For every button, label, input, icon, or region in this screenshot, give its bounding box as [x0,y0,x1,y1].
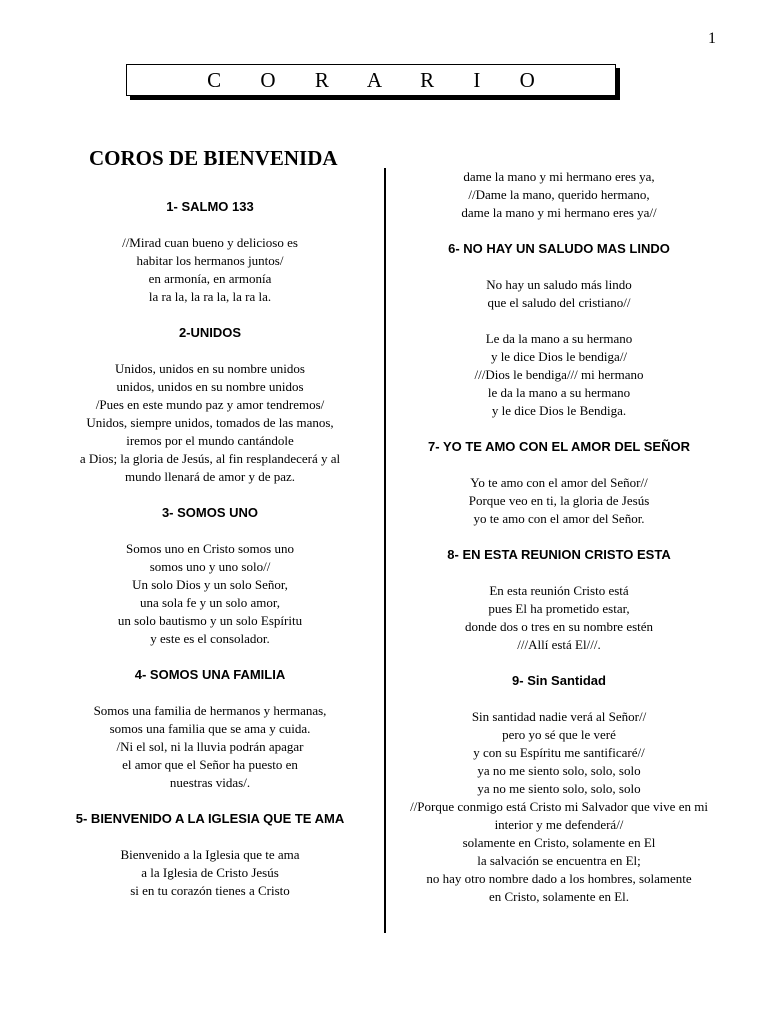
document-title: C O R A R I O [207,67,552,92]
lyric-line: Bienvenido a la Iglesia que te ama [120,847,300,862]
lyric-line: Unidos, siempre unidos, tomados de las manos, [86,415,334,430]
lyric-line: Somos uno en Cristo somos uno [126,541,294,556]
song-verse [396,330,722,420]
right-column [396,168,722,924]
lyric-line: y le dice Dios le bendiga// [490,349,628,364]
lyric-line: nuestras vidas/. [169,775,251,790]
song-title: 4- SOMOS UNA FAMILIA [134,667,286,682]
lyric-line: no hay otro nombre dado a los hombres, solamente [426,871,692,886]
lyric-line: Le da la mano a su hermano [485,331,633,346]
song-title: 2-UNIDOS [178,325,242,340]
lyric-line: a la Iglesia de Cristo Jesús [141,865,279,880]
lyric-line: Sin santidad nadie verá al Señor// [471,709,647,724]
lyric-line: le da la mano a su hermano [487,385,631,400]
lyric-line: la salvación se encuentra en El; [477,853,641,868]
section-title: COROS DE BIENVENIDA [89,146,338,170]
song-verse [396,474,722,528]
song-block [396,168,722,222]
song-title: 8- EN ESTA REUNION CRISTO ESTA [447,547,671,562]
lyric-line: ///Dios le bendiga/// mi hermano [474,367,644,382]
lyric-line: Un solo Dios y un solo Señor, [132,577,288,592]
lyric-line: //Porque conmigo está Cristo mi Salvador que vive en mi [410,799,708,814]
lyric-line: en Cristo, solamente en El. [488,889,630,904]
song-block [396,240,722,420]
song-title: 6- NO HAY UN SALUDO MAS LINDO [448,241,670,256]
lyric-line: y este es el consolador. [150,631,270,646]
lyric-line: somos uno y uno solo// [149,559,271,574]
song-title: 7- YO TE AMO CON EL AMOR DEL SEÑOR [428,439,690,454]
lyric-line: y le dice Dios le Bendiga. [491,403,627,418]
lyric-line: yo te amo con el amor del Señor. [473,511,645,526]
song-verse [55,234,365,306]
lyric-line: No hay un saludo más lindo [486,277,632,292]
song-block [396,672,722,906]
song-verse [396,168,722,222]
song-block [55,810,365,900]
lyric-line: el amor que el Señor ha puesto en [122,757,298,772]
lyric-line: donde dos o tres en su nombre estén [464,619,654,634]
song-block [396,438,722,528]
lyric-line: la ra la, la ra la, la ra la. [148,289,272,304]
song-title: 9- Sin Santidad [512,673,606,688]
lyric-line: /Pues en este mundo paz y amor tendremos/ [95,397,325,412]
lyric-line: dame la mano y mi hermano eres ya// [461,205,657,220]
lyric-line: habitar los hermanos juntos/ [136,253,284,268]
column-divider [384,168,386,933]
lyric-line: en armonía, en armonía [148,271,272,286]
lyric-line: //Dame la mano, querido hermano, [468,187,650,202]
song-verse [55,702,365,792]
left-column [55,146,365,918]
song-block [396,546,722,654]
lyric-line: pues El ha prometido estar, [488,601,630,616]
song-verse [55,360,365,486]
song-verse [55,540,365,648]
lyric-line: Somos una familia de hermanos y hermanas, [93,703,327,718]
song-verse [396,708,722,906]
lyric-line: Yo te amo con el amor del Señor// [470,475,648,490]
lyric-line: Unidos, unidos en su nombre unidos [115,361,305,376]
song-verse [396,582,722,654]
document-title-box [126,64,616,96]
song-verse [396,276,722,312]
lyric-line: solamente en Cristo, solamente en El [462,835,656,850]
lyric-line: ///Allí está El///. [517,637,601,652]
lyric-line: que el saludo del cristiano// [487,295,631,310]
lyric-line: //Mirad cuan bueno y delicioso es [122,235,298,250]
lyric-line: si en tu corazón tienes a Cristo [130,883,290,898]
lyric-line: En esta reunión Cristo está [489,583,629,598]
song-block [55,504,365,648]
lyric-line: Porque veo en ti, la gloria de Jesús [468,493,650,508]
lyric-line: ya no me siento solo, solo, solo [477,781,641,796]
lyric-line: somos una familia que se ama y cuida. [109,721,311,736]
lyric-line: ya no me siento solo, solo, solo [477,763,641,778]
lyric-line: interior y me defenderá// [494,817,624,832]
song-title: 1- SALMO 133 [166,199,254,214]
lyric-line: unidos, unidos en su nombre unidos [116,379,304,394]
lyric-line: dame la mano y mi hermano eres ya, [463,169,655,184]
lyric-line: a Dios; la gloria de Jesús, al fin resplandecerá y al [79,451,341,466]
lyric-line: pero yo sé que le veré [502,727,616,742]
song-title: 3- SOMOS UNO [161,505,259,520]
lyric-line: /Ni el sol, ni la lluvia podrán apagar [116,739,304,754]
song-title: 5- BIENVENIDO A LA IGLESIA QUE TE AMA [75,811,345,826]
lyric-line: y con su Espíritu me santificaré// [473,745,645,760]
song-block [55,666,365,792]
song-verse [55,846,365,900]
lyric-line: mundo llenará de amor y de paz. [124,469,295,484]
lyric-line: iremos por el mundo cantándole [126,433,294,448]
page-number: 1 [708,30,716,47]
song-block [55,324,365,486]
song-block [55,198,365,306]
lyric-line: un solo bautismo y un solo Espíritu [117,613,303,628]
lyric-line: una sola fe y un solo amor, [140,595,280,610]
